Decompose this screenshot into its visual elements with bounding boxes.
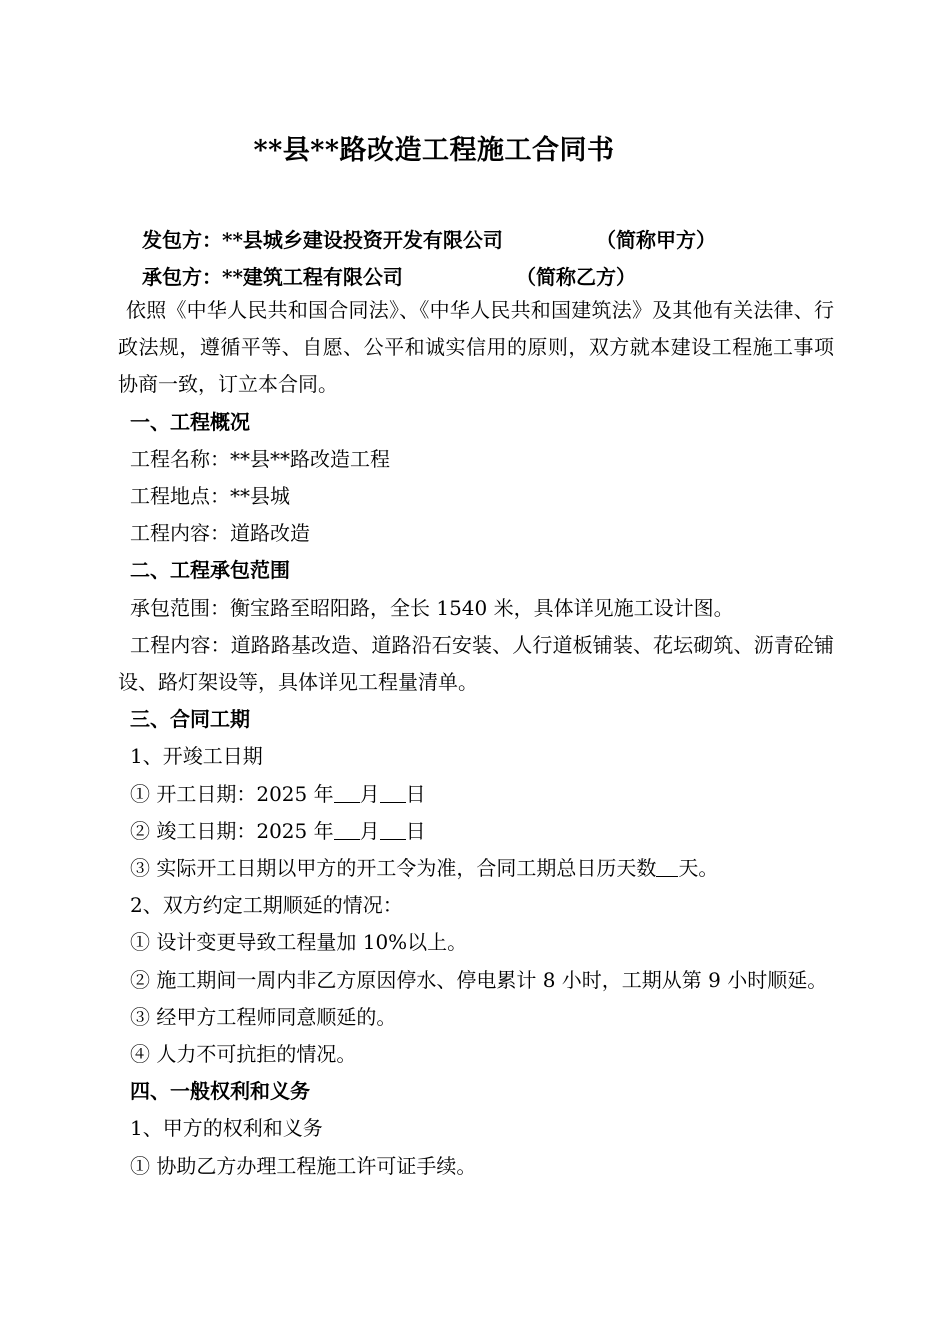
contract-scope: 承包范围：衡宝路至昭阳路，全长 1540 米，具体详见施工设计图。	[130, 595, 734, 620]
finish-month-blank[interactable]	[334, 821, 360, 840]
intro-paragraph: 依照《中华人民共和国合同法》、《中华人民共和国建筑法》及其他有关法律、行政法规，遵循平等、自愿、公平和诚实信用的原则，双方就本建设工程施工事项协商一致，订立本合同。	[118, 298, 834, 397]
project-location: 工程地点：**县城	[130, 484, 290, 509]
start-date-label: ① 开工日期：2025 年	[130, 781, 334, 806]
section-3-heading: 三、合同工期	[130, 707, 250, 732]
employer-party	[142, 224, 716, 253]
employer-duty-1: ① 协助乙方办理工程施工许可证手续。	[130, 1153, 477, 1178]
finish-month-label: 月	[359, 818, 380, 843]
start-day-blank[interactable]	[380, 784, 406, 803]
start-date-line	[118, 776, 834, 813]
scope-content: 工程内容：道路路基改造、道路沿石安装、人行道板铺装、花坛砌筑、沥青砼铺设、路灯架设等，具体详见工程量清单。	[118, 632, 834, 695]
finish-day-blank[interactable]	[380, 821, 406, 840]
employer-duties-subheading: 1、甲方的权利和义务	[130, 1116, 323, 1141]
start-day-label: 日	[405, 781, 426, 806]
start-month-blank[interactable]	[334, 784, 360, 803]
extension-subheading: 2、双方约定工期顺延的情况：	[130, 893, 403, 918]
extension-item-4: ④ 人力不可抗拒的情况。	[130, 1042, 357, 1067]
contractor-abbr: （简称乙方）	[516, 265, 636, 289]
start-month-label: 月	[359, 781, 380, 806]
employer-abbr: （简称甲方）	[596, 228, 716, 252]
actual-start-line	[118, 850, 834, 887]
finish-day-label: 日	[405, 818, 426, 843]
actual-start-text: ③ 实际开工日期以甲方的开工令为准，合同工期总日历天数	[130, 856, 657, 881]
extension-item-2: ② 施工期间一周内非乙方原因停水、停电累计 8 小时，工期从第 9 小时顺延。	[130, 967, 828, 992]
section-4-heading: 四、一般权利和义务	[130, 1079, 310, 1104]
project-content: 工程内容：道路改造	[130, 521, 310, 546]
contractor-party	[142, 261, 636, 290]
total-days-blank[interactable]	[656, 858, 678, 877]
employer-name: 发包方：**县城乡建设投资开发有限公司	[142, 228, 503, 252]
contract-body	[118, 292, 834, 1185]
section-1-heading: 一、工程概况	[130, 409, 250, 434]
actual-start-suffix: 天。	[678, 856, 719, 881]
extension-item-1: ① 设计变更导致工程量加 10%以上。	[130, 930, 468, 955]
finish-date-line	[118, 813, 834, 850]
schedule-subheading: 1、开竣工日期	[130, 744, 263, 769]
finish-date-label: ② 竣工日期：2025 年	[130, 818, 334, 843]
document-title: **县**路改造工程施工合同书	[253, 135, 615, 166]
extension-item-3: ③ 经甲方工程师同意顺延的。	[130, 1004, 397, 1029]
section-2-heading: 二、工程承包范围	[130, 558, 290, 583]
project-name: 工程名称：**县**路改造工程	[130, 446, 390, 471]
contractor-name: 承包方：**建筑工程有限公司	[142, 265, 403, 289]
